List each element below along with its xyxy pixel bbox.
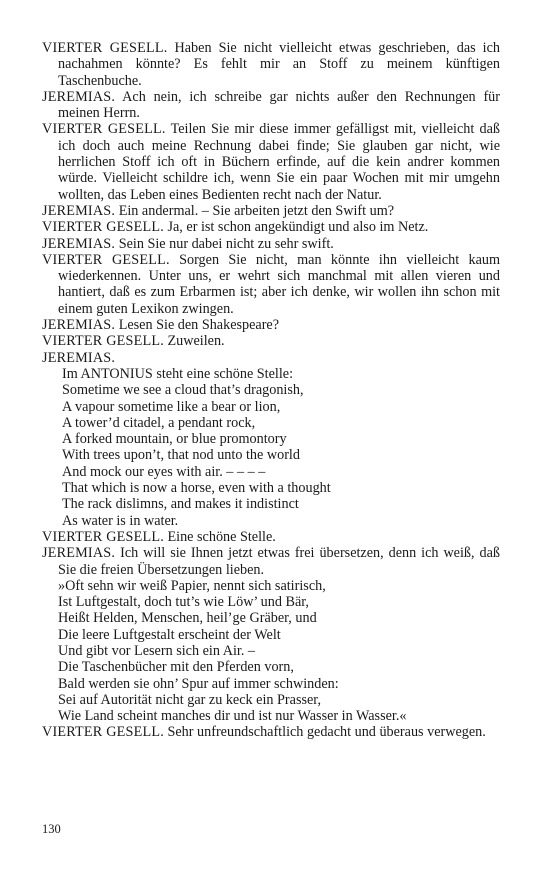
dialogue-paragraph [42,121,500,202]
dialogue-text: Sehr unfreundschaftlich gedacht und überaus verwegen. [167,724,486,741]
verse-line: Sometime we see a cloud that’s dragonish, [62,382,304,399]
speaker-name: VIERTER GESELL. [42,333,164,350]
dialogue-text: Ja, er ist schon angekündigt und also im Netz. [167,219,429,236]
dialogue-paragraph [42,545,500,578]
speaker-name: VIERTER GESELL. [42,121,166,138]
verse-line: A tower’d citadel, a pendant rock, [62,414,256,431]
dialogue-paragraph [42,252,500,317]
speaker-name: VIERTER GESELL. [42,219,164,236]
verse-line: »Oft sehn wir weiß Papier, nennt sich satirisch, [58,577,326,594]
verse-line: That which is now a horse, even with a thought [62,480,331,497]
dialogue-text: Ich will sie Ihnen jetzt etwas frei übersetzen, denn ich weiß, daß Sie die freien Übersetzungen lieben. [58,545,501,578]
dialogue-text: Ein andermal. – Sie arbeiten jetzt den Swift um? [118,202,395,219]
dialogue-paragraph [42,333,500,349]
verse-line: Die Taschenbücher mit den Pferden vorn, [58,659,294,676]
dialogue-paragraph [42,317,500,333]
verse-line: Ist Luftgestalt, doch tut’s wie Löw’ und Bär, [58,594,309,611]
verse-line: And mock our eyes with air. – – – – [62,463,266,480]
verse-block [42,366,500,529]
speaker-name: VIERTER GESELL. [42,40,168,56]
verse-line: Im ANTONIUS steht eine schöne Stelle: [62,365,294,382]
speaker-heading [42,350,500,366]
verse-line: With trees upon’t, that nod unto the world [62,447,300,464]
text-block [42,40,500,741]
speaker-name: JEREMIAS. [42,545,116,562]
page-number: 130 [42,822,61,836]
verse-line: A vapour sometime like a bear or lion, [62,398,281,415]
speaker-name: VIERTER GESELL. [42,724,164,741]
verse-line: Heißt Helden, Menschen, heil’ge Gräber, und [58,610,317,627]
speaker-name: JEREMIAS. [42,317,116,334]
dialogue-paragraph [42,203,500,219]
dialogue-text: Sein Sie nur dabei nicht zu sehr swift. [118,235,334,252]
dialogue-text: Eine schöne Stelle. [167,528,276,545]
speaker-name: VIERTER GESELL. [42,251,170,268]
speaker-name: JEREMIAS. [42,202,116,219]
dialogue-paragraph [42,89,500,122]
speaker-name: JEREMIAS. [42,235,116,252]
dialogue-paragraph [42,219,500,235]
dialogue-paragraph [42,40,500,89]
verse-line: Die leere Luftgestalt erscheint der Welt [58,626,281,643]
dialogue-paragraph [42,724,500,740]
dialogue-paragraph [42,236,500,252]
dialogue-text: Teilen Sie mir diese immer gefälligst mit, vielleicht daß ich doch auch meine Rechnung dabei finde; Sie glauben gar nicht, wie herrlichen Stoff ich oft in Büchern erfinde, auf die kein andrer kommen würde. Vielleicht schildre ich, wenn Sie ein paar Wochen mit mir umgehn wollten, das Leben eines Bedienten recht nach der Natur. [58,121,501,203]
verse-line: Bald werden sie ohn’ Spur auf immer schwinden: [58,675,339,692]
verse-line: Wie Land scheint manches dir und ist nur Wasser in Wasser.« [58,708,407,725]
speaker-name: JEREMIAS. [42,349,116,366]
speaker-name: VIERTER GESELL. [42,528,164,545]
dialogue-text: Haben Sie nicht vielleicht etwas geschrieben, das ich nachahmen könnte? Es fehlt mir an Stoff zu meinem künftigen Taschenbuche. [58,40,501,89]
dialogue-paragraph [42,529,500,545]
verse-line: Und gibt vor Lesern sich ein Air. – [58,642,256,659]
dialogue-text: Ach nein, ich schreibe gar nichts außer den Rechnungen für meinen Herrn. [58,88,500,122]
verse-block [42,578,500,725]
speaker-name: JEREMIAS. [42,88,116,105]
verse-line: A forked mountain, or blue promontory [62,431,287,448]
verse-line: As water is in water. [62,512,179,529]
dialogue-text: Sorgen Sie nicht, man könnte ihn vielleicht kaum wiederkennen. Unter uns, er wehrt sich manchmal mit allen vieren und hantiert, daß es zum Erbarmen ist; aber ich denke, wir wollen ihn schon mit einem guten Lexikon zwingen. [58,251,501,317]
verse-line: Sei auf Autorität nicht gar zu keck ein Prasser, [58,691,322,708]
verse-line: The rack dislimns, and makes it indistinct [62,496,299,513]
dialogue-text: Zuweilen. [167,333,225,350]
dialogue-text: Lesen Sie den Shakespeare? [118,317,280,334]
